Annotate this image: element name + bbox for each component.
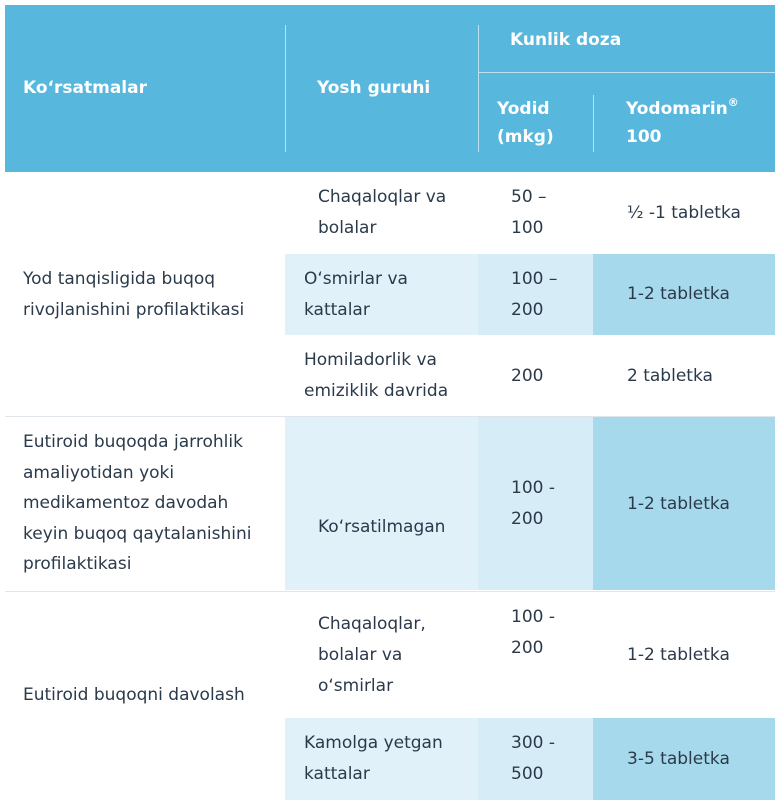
age-cell: Homiladorlik va emiziklik davrida [304,350,449,401]
header-divider [593,95,594,152]
age-cell: Chaqaloqlar va bolalar [318,187,447,238]
iodide-cell: 200 [511,366,544,386]
indication-cell: Yod tanqisligida buqoq rivojlanishini profilaktikasi [23,269,245,320]
iodide-cell: 50 – 100 [511,187,547,238]
header-indications: Ko‘rsatmalar [23,78,147,98]
indication-cell: Eutiroid buqoqda jarrohlik amaliyotidan yoki medikamentoz davodah keyin buqoq qaytalanishini profilaktikasi [23,432,252,574]
age-cell: Kamolga yetgan kattalar [304,733,443,784]
row-separator [5,591,775,592]
iodide-cell: 100 - 200 [511,607,555,658]
header-divider [478,25,479,152]
header-iodide: Yodid (mkg) [497,99,554,147]
tablets-cell: ½ -1 tabletka [627,203,741,223]
header-divider [479,72,775,73]
iodide-cell: 100 – 200 [511,269,558,320]
age-cell: O‘smirlar va kattalar [304,269,408,320]
header-age-group: Yosh guruhi [317,78,431,98]
iodide-cell: 300 - 500 [511,733,555,784]
age-cell-bg [285,417,478,590]
tablets-cell: 3-5 tabletka [627,749,730,769]
header-daily-dose: Kunlik doza [510,30,622,50]
indication-cell: Eutiroid buqoqni davolash [23,685,245,705]
iodide-cell: 100 - 200 [511,478,555,529]
header-yodomarin: Yodomarin® 100 [626,96,739,147]
age-cell: Ko‘rsatilmagan [318,517,446,537]
age-cell: Chaqaloqlar, bolalar va o‘smirlar [318,614,426,696]
header-divider [285,25,286,152]
tablets-cell: 1-2 tabletka [627,494,730,514]
tablets-cell: 1-2 tabletka [627,645,730,665]
tablets-cell: 2 tabletka [627,366,713,386]
tablets-cell: 1-2 tabletka [627,284,730,304]
